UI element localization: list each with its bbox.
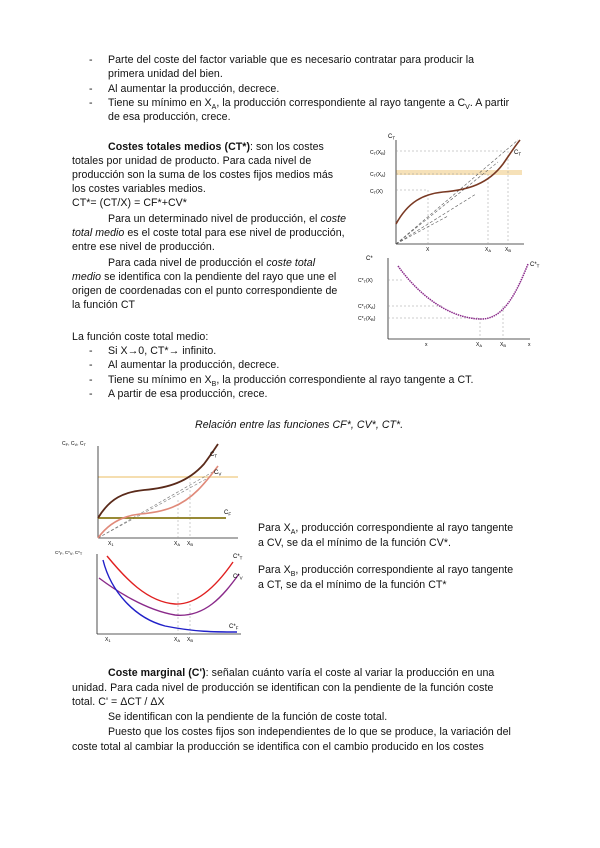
fig3-xa-label: $X_A$ (174, 541, 181, 547)
cmg-line-5: Puesto que los costes fijos son independientes de lo que se produce, la variación del (108, 726, 511, 738)
ct-curve (396, 140, 520, 224)
ctm-curve (398, 264, 528, 319)
fig4-cv-label: $C*_V$ (233, 574, 243, 581)
fig1-label-ctxa: $C_T(X_A)$ (370, 172, 386, 178)
function-item-4: A partir de esa producción, crece. (108, 388, 268, 400)
fig1-label-ctxb: $C_T(X_B)$ (370, 150, 386, 156)
cmg-line-1: Coste marginal (C'): señalan cuánto varía el coste al variar la producción en una (108, 667, 495, 679)
highlight-band (396, 170, 522, 175)
fig3-x1-label: $X_1$ (108, 541, 114, 547)
figure-total-cost-rays (368, 132, 528, 252)
ctm-p3-line-1: Para cada nivel de producción el coste total (108, 257, 316, 269)
ctm-line-1: Costes totales medios (CT*): son los costes (108, 141, 324, 153)
fig2-xb-label: $X_B$ (500, 342, 507, 348)
cmg-line-3: total. C' = ΔCT / ΔX (72, 696, 165, 708)
fig1-xa-label: $X_A$ (485, 247, 492, 253)
fig2-label-x: $C*_T(X)$ (358, 278, 373, 284)
top-item-2: Al aumentar la producción, decrece. (108, 83, 280, 95)
ctm-heading: Costes totales medios (CT*) (108, 141, 251, 153)
fig2-y-label: C* (366, 256, 373, 262)
fig4-cf-label: $C*_F$ (229, 624, 239, 631)
ray-cv (98, 478, 208, 538)
cmg-line-6: coste total al cambiar la producción se identifica con el cambio producido en los costes (72, 741, 484, 753)
fig2-label-xb: $C*_T(X_B)$ (358, 316, 376, 322)
ctm-p2-line-3: entre ese nivel de producción. (72, 241, 215, 253)
fig3-xb-label: $X_B$ (187, 541, 194, 547)
ct-curve (98, 444, 218, 518)
para-xb-line-1: Para $X_B$, producción correspondiente al rayo tangente (258, 564, 514, 579)
ctm-formula: CT*= (CT/X) = CF*+CV* (72, 197, 187, 209)
figure-average-total-cost (358, 254, 538, 349)
ctm-line-2: totales por unidad de producto. Para cada nivel de (72, 155, 312, 167)
para-xa-line-1: Para $X_A$, producción correspondiente al rayo tangente (258, 522, 514, 537)
figure-cost-functions (60, 438, 240, 550)
fig2-x-label: x (425, 342, 428, 348)
ctm-curve (107, 556, 233, 604)
fig3-y-label: $C_F$, $C_V$, $C_T$ (62, 441, 86, 447)
ray-ct (98, 470, 216, 538)
figure-average-cost-functions (55, 548, 245, 643)
figure-caption: Relación entre las funciones CF*, CV*, CT*. (195, 419, 404, 431)
cmg-line-2: unidad. Para cada nivel de producción se identifican con la pendiente de la función coste (72, 682, 494, 694)
fig4-ct-label: $C*_T$ (233, 554, 243, 561)
ctm-line-4: los costes variables medios. (72, 183, 206, 195)
ray-1 (396, 140, 518, 244)
ctm-p3-line-4: la función CT (72, 299, 136, 311)
top-item-3: Tiene su mínimo en $X_A$, la producción correspondiente al rayo tangente a $C_V$. A partir (108, 97, 510, 112)
fig4-y-label: $C*_F$, $C*_V$, $C*_T$ (55, 550, 83, 556)
bullet-dash: - (89, 388, 93, 400)
function-item-2: Al aumentar la producción, decrece. (108, 359, 280, 371)
ctm-p2-line-1: Para un determinado nivel de producción, el coste (108, 213, 347, 225)
fig2-curve-label: $C*_T$ (530, 262, 540, 269)
bullet-dash: - (89, 97, 93, 109)
fig1-curve-label: $C_T$ (514, 150, 522, 157)
fig4-xa-label: $X_A$ (174, 637, 181, 643)
ray-3 (396, 194, 476, 244)
ctm-line-3: producción son la suma de los costes fijos medios más (72, 169, 334, 181)
bullet-dash: - (89, 359, 93, 371)
fig3-cv-label: $C_V$ (214, 470, 222, 477)
top-item-1-cont: primera unidad del bien. (108, 68, 223, 80)
function-item-1: Si X→0, CT*→ infinito. (108, 345, 217, 357)
highlight-band (98, 476, 238, 478)
fig1-xb-label: $X_B$ (505, 247, 512, 253)
function-item-3: Tiene su mínimo en $X_B$, la producción correspondiente al rayo tangente a CT. (108, 374, 474, 389)
para-xa-line-2: a CV, se da el mínimo de la función CV*. (258, 537, 451, 549)
ctm-p3-line-3: origen de coordenadas con el punto correspondiente de (72, 285, 338, 297)
ray-4 (396, 216, 448, 244)
function-title: La función coste total medio: (72, 331, 209, 343)
fig1-y-label: $C_T$ (388, 134, 396, 141)
para-xb-line-2: a CT, se da el mínimo de la función CT* (258, 579, 447, 591)
fig4-x1-label: $X_1$ (105, 637, 111, 643)
fig4-xb-label: $X_B$ (187, 637, 194, 643)
fig1-x-label: X (426, 247, 430, 253)
fig3-ct-label: $C_T$ (210, 452, 218, 459)
bullet-dash: - (89, 374, 93, 386)
fig2-label-xa: $C*_T(X_A)$ (358, 304, 376, 310)
cmg-line-4: Se identifican con la pendiente de la función de coste total. (108, 711, 388, 723)
fig1-label-ctx: $C_T(X)$ (370, 189, 383, 195)
fig3-cf-label: $C_F$ (224, 510, 232, 517)
cfm-curve (103, 560, 237, 632)
bullet-dash: - (89, 83, 93, 95)
ctm-p2-line-2: total medio es el coste total para ese nivel de producción, (72, 227, 345, 239)
cmg-heading: Coste marginal (C') (108, 667, 206, 679)
fig2-x-end-label: x (528, 342, 531, 348)
bullet-dash: - (89, 345, 93, 357)
top-item-1: Parte del coste del factor variable que es necesario contratar para producir la (108, 54, 475, 66)
bullet-dash: - (89, 54, 93, 66)
ctm-p3-line-2: medio se identifica con la pendiente del rayo que une el (72, 271, 337, 283)
fig2-xa-label: $X_A$ (476, 342, 483, 348)
top-item-3-cont: de esa producción, crece. (108, 111, 231, 123)
